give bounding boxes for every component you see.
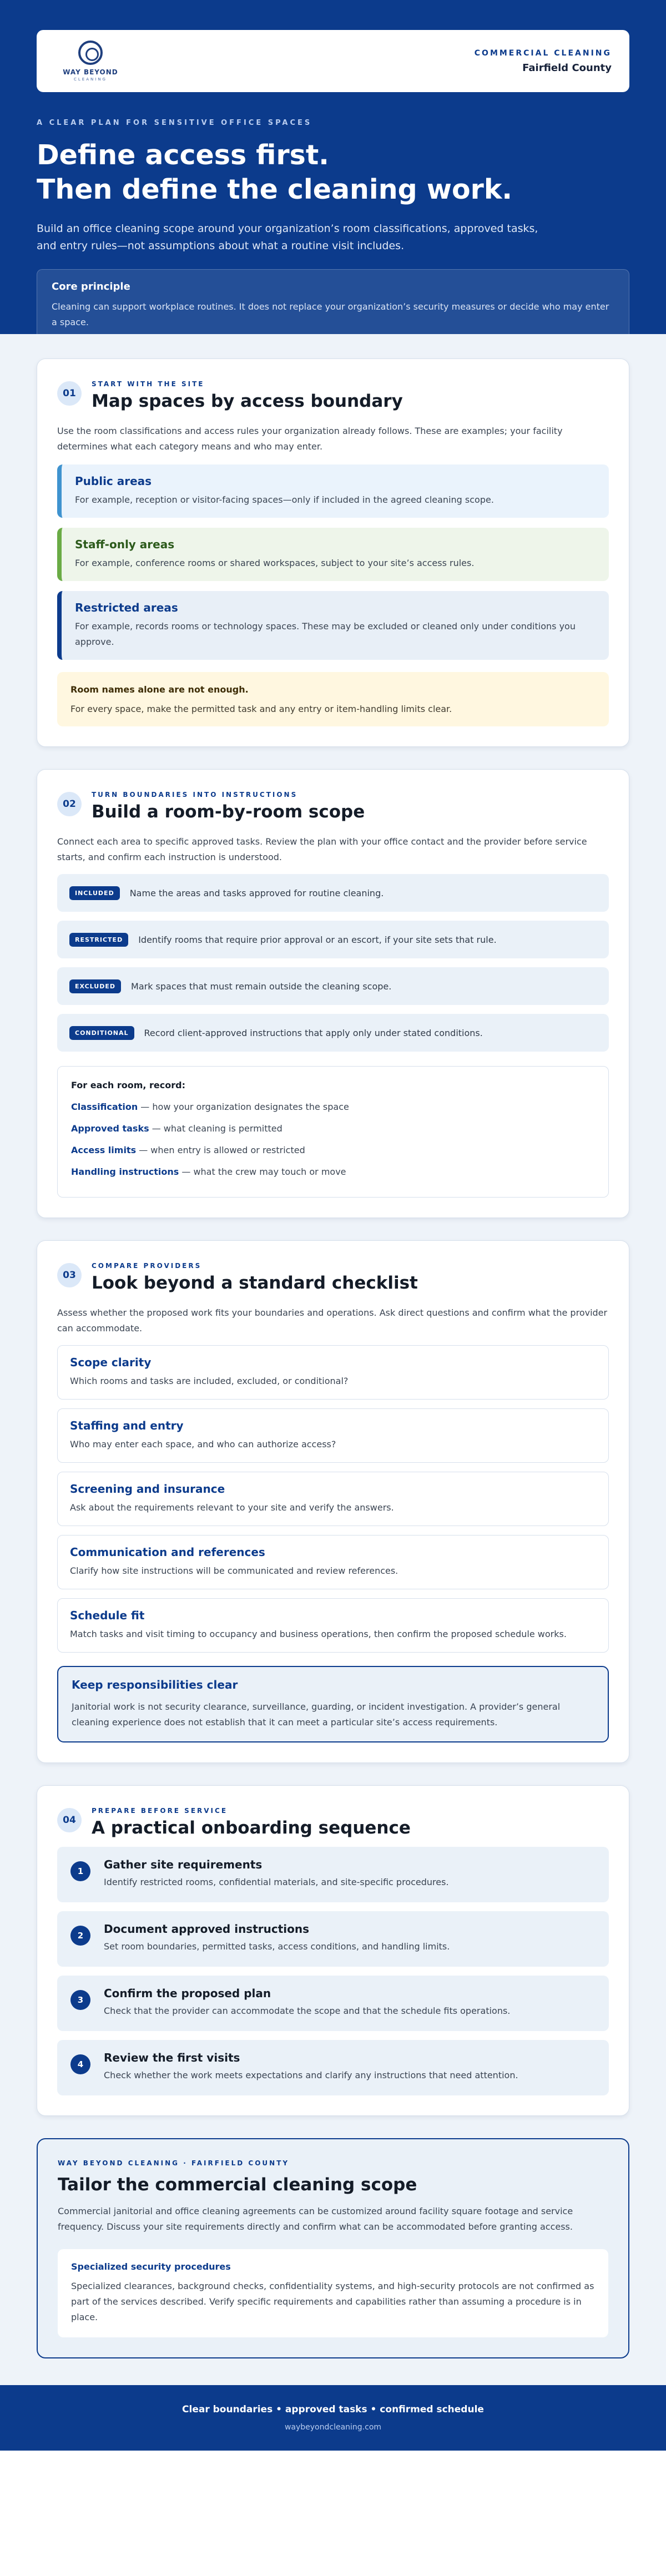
checklist-title: Screening and insurance <box>70 1482 225 1496</box>
step-title: Confirm the proposed plan <box>104 1987 271 2000</box>
note-title: Room names alone are not enough. <box>70 684 249 695</box>
section-compare-providers <box>37 1240 629 1763</box>
tailor-title: Tailor the commercial cleaning scope <box>58 2175 417 2195</box>
step-number: 2 <box>70 1926 90 1946</box>
footer-url-link[interactable]: waybeyondcleaning.com <box>284 2423 382 2432</box>
spec-title: Specialized security procedures <box>71 2261 231 2272</box>
area-body: For example, reception or visitor-facing spaces—only if included in the agreed cleaning scope. <box>75 494 494 505</box>
section-title: A practical onboarding sequence <box>92 1818 411 1838</box>
brand-bar <box>37 30 629 92</box>
record-term: Access limits <box>71 1145 137 1155</box>
scope-text: Mark spaces that must remain outside the cleaning scope. <box>131 981 392 992</box>
section-room-scope <box>37 769 629 1218</box>
spec-body: Specialized clearances, background checks, confidentiality systems, and high-security protocols are not confirmed as part of the services described. Verify specific requirements and capabilities rather than assuming a procedure is in place. <box>71 2281 594 2322</box>
section-header <box>57 1262 609 1293</box>
specialized-procedures-box <box>58 2249 608 2337</box>
main-content <box>0 334 666 2385</box>
record-desc: — what the crew may touch or move <box>179 1166 346 1177</box>
status-badge: INCLUDED <box>69 886 120 900</box>
record-title: For each room, record: <box>71 1080 185 1090</box>
responsibilities-callout <box>57 1666 609 1742</box>
area-title: Public areas <box>75 474 152 488</box>
brand-kicker: COMMERCIAL CLEANING <box>474 48 612 58</box>
room-names-note <box>57 672 609 726</box>
hero-title-line2: Then define the cleaning work. <box>37 174 513 205</box>
section-header <box>57 1807 609 1838</box>
onboarding-step <box>57 1911 609 1967</box>
area-title: Staff-only areas <box>75 538 175 551</box>
section-number: 01 <box>57 381 82 406</box>
brand-location: Fairfield County <box>522 62 612 74</box>
restricted-areas-box <box>57 591 609 660</box>
logo-name: WAY BEYOND <box>63 68 118 76</box>
section-onboarding <box>37 1785 629 2116</box>
step-body: Check whether the work meets expectations and clarify any instructions that need attention. <box>104 2070 518 2080</box>
area-title: Restricted areas <box>75 601 178 614</box>
record-term: Approved tasks <box>71 1123 149 1134</box>
section-header <box>57 791 609 822</box>
footer <box>0 2385 666 2451</box>
public-areas-box <box>57 464 609 518</box>
checklist-title: Communication and references <box>70 1545 265 1559</box>
record-item <box>71 1145 595 1155</box>
section-header <box>57 380 609 411</box>
record-desc: — what cleaning is permitted <box>149 1123 282 1134</box>
checklist-body: Ask about the requirements relevant to your site and verify the answers. <box>70 1502 394 1513</box>
tailor-body: Commercial janitorial and office cleaning agreements can be customized around facility square footage and service frequency. Discuss your site requirements directly and confirm what can be accommodated before granting access. <box>58 2206 573 2232</box>
callout-title: Keep responsibilities clear <box>72 1678 238 1691</box>
section-intro: Use the room classifications and access rules your organization already follows. These are examples; your facility determines what each category means and who may enter. <box>57 426 563 452</box>
record-item <box>71 1123 595 1134</box>
checklist-title: Scope clarity <box>70 1356 152 1369</box>
checklist-body: Clarify how site instructions will be communicated and review references. <box>70 1565 398 1576</box>
section-eyebrow: PREPARE BEFORE SERVICE <box>92 1807 228 1815</box>
onboarding-step <box>57 1847 609 1902</box>
record-item <box>71 1166 595 1177</box>
section-intro: Connect each area to specific approved tasks. Review the plan with your office contact and the provider before service starts, and confirm each instruction is understood. <box>57 836 587 862</box>
section-eyebrow: COMPARE PROVIDERS <box>92 1262 202 1270</box>
step-body: Check that the provider can accommodate the scope and that the schedule fits operations. <box>104 2006 511 2016</box>
checklist-body: Who may enter each space, and who can authorize access? <box>70 1439 336 1449</box>
hero-title-line1: Define access first. <box>37 139 329 171</box>
status-badge: CONDITIONAL <box>69 1026 134 1040</box>
step-body: Set room boundaries, permitted tasks, access conditions, and handling limits. <box>104 1941 450 1952</box>
section-eyebrow: START WITH THE SITE <box>92 380 205 388</box>
section-title: Build a room-by-room scope <box>92 802 365 822</box>
area-body: For example, conference rooms or shared workspaces, subject to your site’s access rules. <box>75 558 475 568</box>
scope-text: Record client-approved instructions that apply only under stated conditions. <box>144 1027 483 1038</box>
checklist-item <box>57 1408 609 1463</box>
tailor-eyebrow: WAY BEYOND CLEANING · FAIRFIELD COUNTY <box>58 2159 290 2167</box>
logo-tagline: CLEANING <box>74 77 107 82</box>
hero <box>0 0 666 334</box>
callout-body: Janitorial work is not security clearance, surveillance, guarding, or incident investigation. A provider’s general cleaning experience does not establish that it can meet a particular site’s access requirements. <box>72 1701 561 1728</box>
section-eyebrow: TURN BOUNDARIES INTO INSTRUCTIONS <box>92 791 298 799</box>
step-number: 4 <box>70 2054 90 2074</box>
scope-text: Identify rooms that require prior approval or an escort, if your site sets that rule. <box>138 934 497 945</box>
scope-row-excluded <box>57 967 609 1005</box>
section-number: 02 <box>57 792 82 816</box>
area-body: For example, records rooms or technology spaces. These may be excluded or cleaned only under conditions you approve. <box>75 621 576 647</box>
section-number: 03 <box>57 1263 82 1287</box>
section-title: Look beyond a standard checklist <box>92 1273 418 1293</box>
status-badge: EXCLUDED <box>69 979 121 993</box>
checklist-item <box>57 1472 609 1526</box>
onboarding-step <box>57 1976 609 2031</box>
note-body: For every space, make the permitted task and any entry or item-handling limits clear. <box>70 704 452 714</box>
scope-row-included <box>57 874 609 912</box>
checklist-title: Staffing and entry <box>70 1419 184 1432</box>
record-desc: — when entry is allowed or restricted <box>136 1145 305 1155</box>
record-item <box>71 1102 595 1112</box>
record-list-box <box>57 1066 609 1198</box>
hero-title <box>37 138 629 207</box>
record-desc: — how your organization designates the space <box>138 1102 349 1112</box>
checklist-item <box>57 1535 609 1589</box>
hero-eyebrow: A CLEAR PLAN FOR SENSITIVE OFFICE SPACES <box>37 119 312 127</box>
section-intro: Assess whether the proposed work fits your boundaries and operations. Ask direct questions and confirm what the provider can accommodate. <box>57 1307 608 1334</box>
checklist-title: Schedule fit <box>70 1609 145 1622</box>
principle-body: Cleaning can support workplace routines. It does not replace your organization’s security measures or decide who may enter a space. <box>52 301 609 327</box>
record-term: Handling instructions <box>71 1166 179 1177</box>
hero-lead: Build an office cleaning scope around your organization’s room classifications, approved tasks, and entry rules—not assumptions about what a routine visit includes. <box>37 223 538 252</box>
step-number: 3 <box>70 1990 90 2010</box>
scope-row-restricted <box>57 921 609 958</box>
principle-title: Core principle <box>52 281 130 292</box>
staff-only-areas-box <box>57 528 609 581</box>
onboarding-step <box>57 2040 609 2095</box>
scope-row-conditional <box>57 1014 609 1052</box>
brand-info <box>475 49 612 74</box>
logo[interactable] <box>54 41 127 82</box>
scope-text: Name the areas and tasks approved for routine cleaning. <box>129 887 384 898</box>
checklist-body: Which rooms and tasks are included, excluded, or conditional? <box>70 1376 349 1386</box>
logo-swirl-icon <box>78 41 103 65</box>
footer-tagline: Clear boundaries • approved tasks • confirmed schedule <box>182 2404 484 2415</box>
record-term: Classification <box>71 1102 138 1112</box>
section-title: Map spaces by access boundary <box>92 391 403 411</box>
checklist-body: Match tasks and visit timing to occupancy and business operations, then confirm the proposed schedule works. <box>70 1629 567 1639</box>
status-badge: RESTRICTED <box>69 933 128 947</box>
step-body: Identify restricted rooms, confidential materials, and site-specific procedures. <box>104 1877 449 1887</box>
step-number: 1 <box>70 1861 90 1881</box>
section-access-map <box>37 358 629 747</box>
section-number: 04 <box>57 1808 82 1832</box>
checklist-item <box>57 1598 609 1653</box>
step-title: Review the first visits <box>104 2051 240 2064</box>
step-title: Gather site requirements <box>104 1858 263 1871</box>
checklist-item <box>57 1345 609 1400</box>
step-title: Document approved instructions <box>104 1922 310 1936</box>
tailor-scope-panel <box>37 2138 629 2358</box>
